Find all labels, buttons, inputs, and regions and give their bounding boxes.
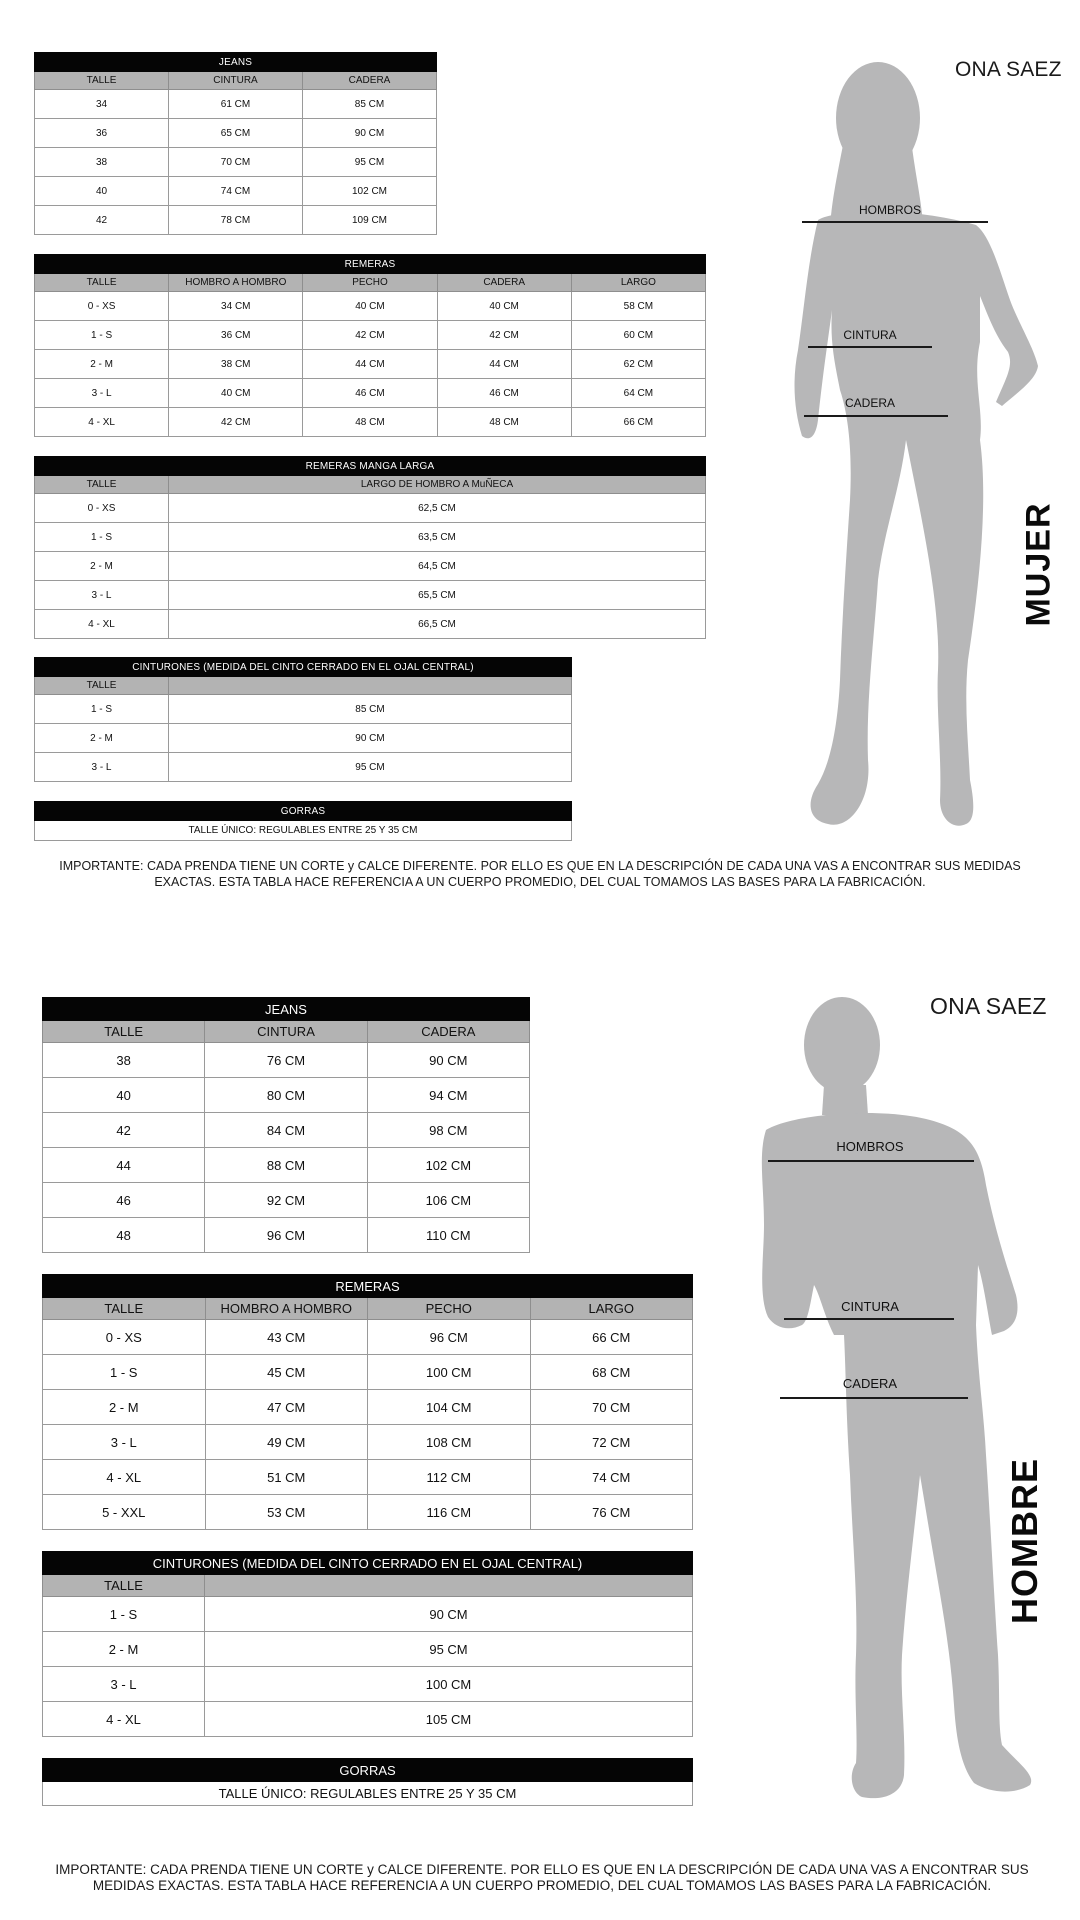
man-cinturones-table xyxy=(42,1551,693,1737)
table-row xyxy=(35,695,572,724)
table-cell: 102 CM xyxy=(367,1148,529,1183)
woman-hombros-label: HOMBROS xyxy=(858,203,921,217)
table-row xyxy=(43,1702,693,1737)
table-cell: 4 - XL xyxy=(35,408,169,437)
column-header: CINTURA xyxy=(205,1021,367,1043)
table-row xyxy=(35,610,706,639)
table-cell: 3 - L xyxy=(43,1667,205,1702)
table-cell: 48 xyxy=(43,1218,205,1253)
table-row xyxy=(43,1667,693,1702)
table-cell: 3 - L xyxy=(35,581,169,610)
table-cell: 4 - XL xyxy=(43,1460,206,1495)
table-cell: 48 CM xyxy=(303,408,437,437)
table-cell: 3 - L xyxy=(35,379,169,408)
column-header: TALLE xyxy=(35,677,169,695)
table-row xyxy=(35,379,706,408)
table-cell: 66 CM xyxy=(571,408,705,437)
table-cell: 65 CM xyxy=(169,119,303,148)
column-header: HOMBRO A HOMBRO xyxy=(205,1298,368,1320)
table-cell: 78 CM xyxy=(169,206,303,235)
column-header xyxy=(169,677,572,695)
table-cell: 85 CM xyxy=(303,90,437,119)
man-silhouette xyxy=(734,995,1042,1805)
table-cell: 44 xyxy=(43,1148,205,1183)
table-cell: 90 CM xyxy=(169,724,572,753)
column-header: TALLE xyxy=(43,1021,205,1043)
woman-cadera-label: CADERA xyxy=(844,396,895,410)
table-cell: 44 CM xyxy=(303,350,437,379)
table-cell: 36 xyxy=(35,119,169,148)
table-cell: 46 CM xyxy=(437,379,571,408)
table-cell: 1 - S xyxy=(35,695,169,724)
table-cell: 109 CM xyxy=(303,206,437,235)
table-cell: 98 CM xyxy=(367,1113,529,1148)
table-cell: 4 - XL xyxy=(43,1702,205,1737)
table-cell: 58 CM xyxy=(571,292,705,321)
table-row xyxy=(43,1148,530,1183)
man-gorras-table xyxy=(42,1758,693,1806)
table-cell: 1 - S xyxy=(43,1597,205,1632)
table-cell: 100 CM xyxy=(205,1667,693,1702)
table-row xyxy=(35,292,706,321)
woman-cintura-line xyxy=(808,346,932,348)
table-cell: 108 CM xyxy=(368,1425,531,1460)
table-cell: 95 CM xyxy=(205,1632,693,1667)
table-cell: 70 CM xyxy=(530,1390,693,1425)
table-cell: 105 CM xyxy=(205,1702,693,1737)
table-cell: 66,5 CM xyxy=(169,610,706,639)
table-cell: 44 CM xyxy=(437,350,571,379)
table-row xyxy=(35,753,572,782)
table-title: GORRAS xyxy=(35,802,572,821)
table-title: CINTURONES (MEDIDA DEL CINTO CERRADO EN EL OJAL CENTRAL) xyxy=(43,1552,693,1575)
table-cell: 88 CM xyxy=(205,1148,367,1183)
table-cell: 53 CM xyxy=(205,1495,368,1530)
table-row xyxy=(43,1078,530,1113)
man-remeras-table xyxy=(42,1274,693,1530)
table-cell: 95 CM xyxy=(169,753,572,782)
table-cell: 64,5 CM xyxy=(169,552,706,581)
table-cell: 40 CM xyxy=(437,292,571,321)
table-row xyxy=(35,119,437,148)
table-cell: 42 CM xyxy=(437,321,571,350)
column-header: TALLE xyxy=(35,274,169,292)
table-cell: 106 CM xyxy=(367,1183,529,1218)
table-cell: 64 CM xyxy=(571,379,705,408)
table-cell: 40 xyxy=(35,177,169,206)
table-cell: 1 - S xyxy=(35,523,169,552)
table-row xyxy=(35,523,706,552)
column-header: HOMBRO A HOMBRO xyxy=(169,274,303,292)
column-header: TALLE xyxy=(43,1575,205,1597)
table-cell: 85 CM xyxy=(169,695,572,724)
table-cell: 70 CM xyxy=(169,148,303,177)
table-cell: 38 CM xyxy=(169,350,303,379)
table-title: REMERAS xyxy=(43,1275,693,1298)
table-cell: 42 xyxy=(35,206,169,235)
column-header xyxy=(205,1575,693,1597)
woman-cintura-label: CINTURA xyxy=(843,328,897,342)
woman-important-note: IMPORTANTE: CADA PRENDA TIENE UN CORTE y CALCE DIFERENTE. POR ELLO ES QUE EN LA DESCRIPCIÓN DE CADA UNA VAS A ENCONTRAR SUS MEDIDAS EXACTAS. ESTA TABLA HACE REFERENCIA A UN CUERPO PROMEDIO, DEL CUAL TOMAMOS LAS BASES PARA LA FABRICACIÓN. xyxy=(59,859,1021,889)
man-cintura-label: CINTURA xyxy=(841,1299,899,1314)
table-cell: 65,5 CM xyxy=(169,581,706,610)
table-cell: 5 - XXL xyxy=(43,1495,206,1530)
table-cell: 2 - M xyxy=(35,724,169,753)
table-row xyxy=(35,581,706,610)
table-row xyxy=(35,724,572,753)
table-cell: 60 CM xyxy=(571,321,705,350)
table-cell: 92 CM xyxy=(205,1183,367,1218)
table-row xyxy=(43,1495,693,1530)
table-cell: 62 CM xyxy=(571,350,705,379)
table-title: CINTURONES (MEDIDA DEL CINTO CERRADO EN EL OJAL CENTRAL) xyxy=(35,658,572,677)
table-cell: 45 CM xyxy=(205,1355,368,1390)
table-cell: 40 CM xyxy=(169,379,303,408)
column-header: PECHO xyxy=(303,274,437,292)
brand-woman: ONA SAEZ xyxy=(955,58,1062,81)
table-cell: 46 CM xyxy=(303,379,437,408)
table-cell: 3 - L xyxy=(43,1425,206,1460)
table-cell: TALLE ÚNICO: REGULABLES ENTRE 25 Y 35 CM xyxy=(43,1782,693,1806)
table-cell: 38 xyxy=(43,1043,205,1078)
table-cell: 74 CM xyxy=(169,177,303,206)
column-header: TALLE xyxy=(35,72,169,90)
table-cell: 1 - S xyxy=(43,1355,206,1390)
woman-cadera-line xyxy=(804,415,948,417)
table-cell: 38 xyxy=(35,148,169,177)
column-header: CADERA xyxy=(303,72,437,90)
table-title: REMERAS MANGA LARGA xyxy=(35,457,706,476)
table-cell: 110 CM xyxy=(367,1218,529,1253)
table-row xyxy=(35,148,437,177)
table-row xyxy=(35,90,437,119)
column-header: PECHO xyxy=(368,1298,531,1320)
table-row xyxy=(43,1355,693,1390)
table-cell: 96 CM xyxy=(368,1320,531,1355)
table-row xyxy=(35,350,706,379)
table-title: REMERAS xyxy=(35,255,706,274)
table-row xyxy=(43,1390,693,1425)
table-cell: 2 - M xyxy=(43,1632,205,1667)
table-cell: 84 CM xyxy=(205,1113,367,1148)
table-row xyxy=(35,177,437,206)
table-title: JEANS xyxy=(43,998,530,1021)
table-cell: 0 - XS xyxy=(35,494,169,523)
table-cell: 112 CM xyxy=(368,1460,531,1495)
table-cell: 0 - XS xyxy=(43,1320,206,1355)
woman-remeras-table xyxy=(34,254,706,437)
table-row xyxy=(43,1425,693,1460)
table-cell: 90 CM xyxy=(303,119,437,148)
table-cell: 48 CM xyxy=(437,408,571,437)
gender-label-mujer: MUJER xyxy=(1019,502,1058,627)
column-header: CADERA xyxy=(437,274,571,292)
table-row xyxy=(43,1632,693,1667)
table-cell: 43 CM xyxy=(205,1320,368,1355)
table-cell: 62,5 CM xyxy=(169,494,706,523)
table-cell: TALLE ÚNICO: REGULABLES ENTRE 25 Y 35 CM xyxy=(35,821,572,841)
table-cell: 36 CM xyxy=(169,321,303,350)
brand-man: ONA SAEZ xyxy=(930,993,1047,1019)
man-hombros-label: HOMBROS xyxy=(836,1139,904,1154)
column-header: CADERA xyxy=(367,1021,529,1043)
table-cell: 42 xyxy=(43,1113,205,1148)
table-cell: 40 xyxy=(43,1078,205,1113)
woman-manga-larga-table xyxy=(34,456,706,639)
column-header: TALLE xyxy=(35,476,169,494)
column-header: LARGO xyxy=(530,1298,693,1320)
table-cell: 47 CM xyxy=(205,1390,368,1425)
table-cell: 116 CM xyxy=(368,1495,531,1530)
table-row xyxy=(43,1460,693,1495)
table-cell: 2 - M xyxy=(35,350,169,379)
gender-label-hombre: HOMBRE xyxy=(1004,1458,1045,1624)
table-cell: 72 CM xyxy=(530,1425,693,1460)
table-cell: 49 CM xyxy=(205,1425,368,1460)
table-cell: 80 CM xyxy=(205,1078,367,1113)
table-cell: 100 CM xyxy=(368,1355,531,1390)
table-cell: 90 CM xyxy=(205,1597,693,1632)
table-row xyxy=(35,552,706,581)
table-cell: 40 CM xyxy=(303,292,437,321)
table-row xyxy=(43,1597,693,1632)
woman-gorras-table xyxy=(34,801,572,841)
table-cell: 95 CM xyxy=(303,148,437,177)
table-cell: 2 - M xyxy=(43,1390,206,1425)
man-important-note: IMPORTANTE: CADA PRENDA TIENE UN CORTE y CALCE DIFERENTE. POR ELLO ES QUE EN LA DESCRIPCIÓN DE CADA UNA VAS A ENCONTRAR SUS MEDIDAS EXACTAS. ESTA TABLA HACE REFERENCIA A UN CUERPO PROMEDIO, DEL CUAL TOMAMOS LAS BASES PARA LA FABRICACIÓN. xyxy=(55,1862,1029,1893)
table-row xyxy=(35,206,437,235)
table-cell: 61 CM xyxy=(169,90,303,119)
table-row xyxy=(43,1043,530,1078)
man-jeans-table xyxy=(42,997,530,1253)
woman-silhouette xyxy=(718,60,1050,830)
table-cell: 2 - M xyxy=(35,552,169,581)
table-title: JEANS xyxy=(35,53,437,72)
table-cell: 34 CM xyxy=(169,292,303,321)
woman-cinturones-table xyxy=(34,657,572,782)
table-cell: 74 CM xyxy=(530,1460,693,1495)
column-header: LARGO DE HOMBRO A MuÑECA xyxy=(169,476,706,494)
column-header: CINTURA xyxy=(169,72,303,90)
table-title: GORRAS xyxy=(43,1759,693,1782)
table-row xyxy=(43,1320,693,1355)
table-cell: 63,5 CM xyxy=(169,523,706,552)
table-cell: 34 xyxy=(35,90,169,119)
table-row xyxy=(43,1183,530,1218)
table-cell: 66 CM xyxy=(530,1320,693,1355)
man-cadera-label: CADERA xyxy=(842,1376,898,1391)
woman-jeans-table xyxy=(34,52,437,235)
table-cell: 42 CM xyxy=(303,321,437,350)
man-cadera-line xyxy=(780,1397,968,1399)
table-cell: 51 CM xyxy=(205,1460,368,1495)
table-cell: 76 CM xyxy=(530,1495,693,1530)
table-cell: 94 CM xyxy=(367,1078,529,1113)
man-cintura-line xyxy=(784,1318,954,1320)
table-cell: 46 xyxy=(43,1183,205,1218)
table-cell: 76 CM xyxy=(205,1043,367,1078)
table-cell: 4 - XL xyxy=(35,610,169,639)
table-row xyxy=(35,408,706,437)
woman-hombros-line xyxy=(802,221,988,223)
table-cell: 104 CM xyxy=(368,1390,531,1425)
man-hombros-line xyxy=(768,1160,974,1162)
column-header: LARGO xyxy=(571,274,705,292)
table-cell: 90 CM xyxy=(367,1043,529,1078)
table-cell: 0 - XS xyxy=(35,292,169,321)
table-row xyxy=(35,321,706,350)
column-header: TALLE xyxy=(43,1298,206,1320)
table-row xyxy=(35,494,706,523)
table-cell: 42 CM xyxy=(169,408,303,437)
table-cell: 3 - L xyxy=(35,753,169,782)
table-cell: 1 - S xyxy=(35,321,169,350)
table-row xyxy=(43,1218,530,1253)
table-row xyxy=(43,1113,530,1148)
table-cell: 102 CM xyxy=(303,177,437,206)
table-cell: 96 CM xyxy=(205,1218,367,1253)
table-cell: 68 CM xyxy=(530,1355,693,1390)
